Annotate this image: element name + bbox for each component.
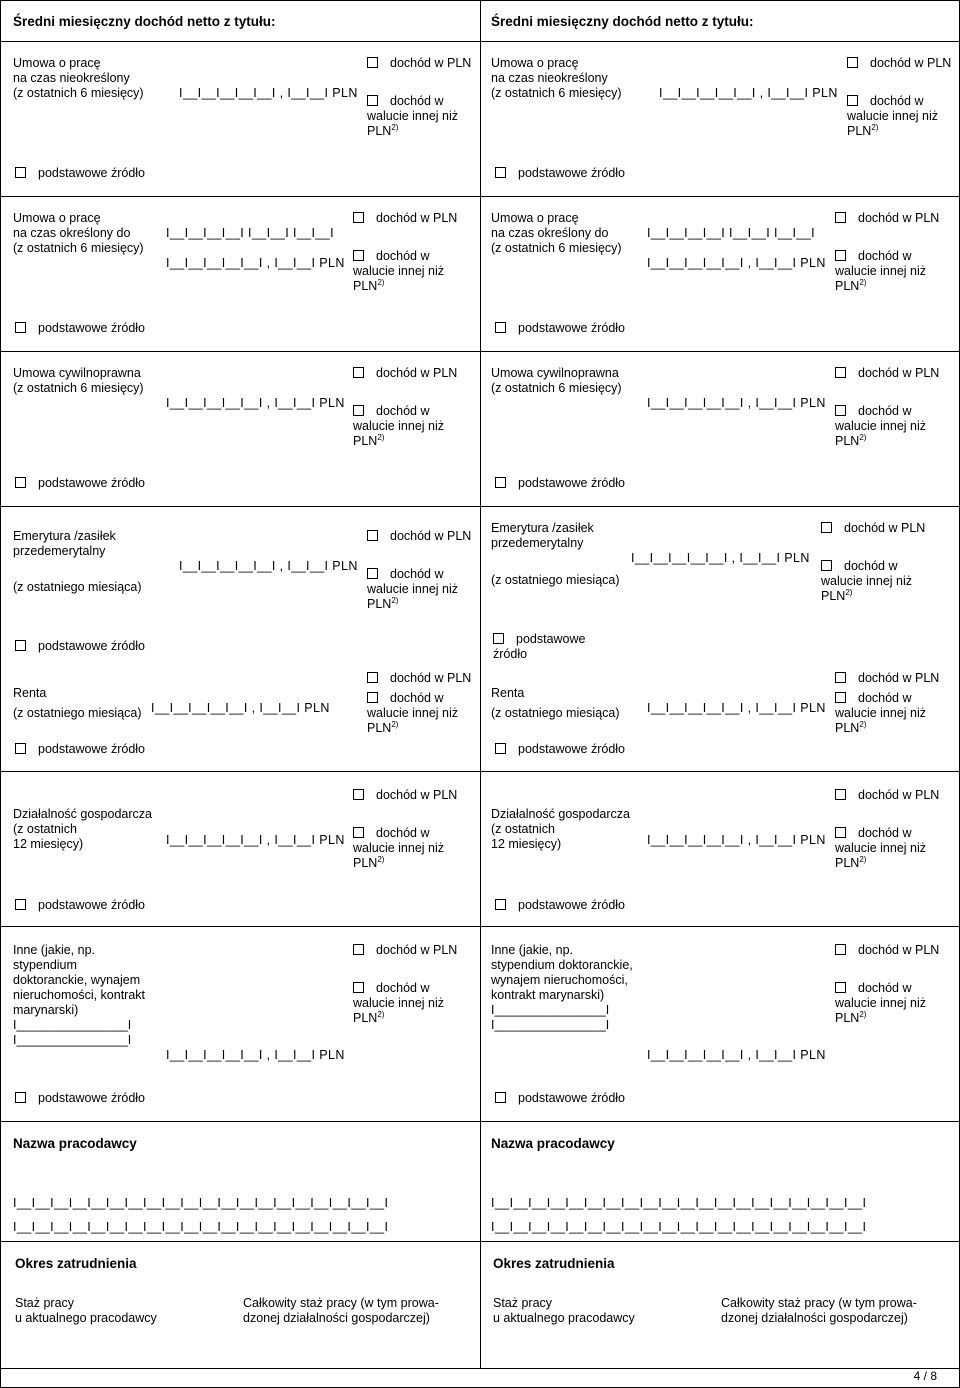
- currency-option-other-text: PLN$^{2)}$: [353, 1010, 385, 1025]
- checkbox[interactable]: [353, 405, 364, 416]
- primary-source-option[interactable]: podstawowe źródło: [15, 166, 145, 181]
- employment-period-label: Okres zatrudnienia: [493, 1256, 615, 1271]
- column-divider: [480, 1, 481, 1368]
- checkbox[interactable]: [367, 568, 378, 579]
- currency-option-other-text: PLN$^{2)}$: [353, 433, 385, 448]
- currency-option-pln[interactable]: dochód w PLN: [367, 56, 471, 71]
- seniority-total-label: Całkowity staż pracy (w tym prowa- dzonej działalności gospodarczej): [243, 1296, 439, 1325]
- amount-field[interactable]: I__I__I__I__I__I , I__I__I PLN: [166, 1048, 345, 1062]
- currency-option-other[interactable]: dochód w: [821, 559, 898, 574]
- checkbox[interactable]: [495, 1092, 506, 1103]
- primary-source-option[interactable]: podstawowe źródło: [495, 166, 625, 181]
- checkbox[interactable]: [15, 477, 26, 488]
- currency-option-other[interactable]: dochód w: [835, 249, 912, 264]
- currency-option-other-text: walucie innej niż: [353, 841, 445, 855]
- currency-option-other-text: PLN$^{2)}$: [835, 433, 867, 448]
- currency-option-other-text: walucie innej niż: [835, 996, 927, 1010]
- amount-field[interactable]: I__I__I__I__I__I , I__I__I PLN: [647, 1048, 826, 1062]
- page-number: 4 / 8: [913, 1369, 937, 1383]
- checkbox[interactable]: [835, 789, 846, 800]
- date-field[interactable]: I__I__I__I__I I__I__I I__I__I: [647, 226, 815, 240]
- divider: [1, 351, 960, 352]
- divider: [1, 1121, 960, 1122]
- currency-option-pln[interactable]: dochód w PLN: [353, 943, 457, 958]
- employer-name-field[interactable]: I__I__I__I__I__I__I__I__I__I__I__I__I__I__I__I__I__I__I__I__I: [491, 1196, 867, 1210]
- employment-period-label: Okres zatrudnienia: [15, 1256, 137, 1271]
- currency-option-other-text: walucie innej niż: [353, 996, 445, 1010]
- checkbox[interactable]: [835, 212, 846, 223]
- amount-field[interactable]: I__I__I__I__I__I , I__I__I PLN: [179, 86, 358, 100]
- checkbox[interactable]: [835, 250, 846, 261]
- checkbox[interactable]: [353, 789, 364, 800]
- other-description-field[interactable]: I________________I: [491, 1018, 610, 1032]
- checkbox[interactable]: [15, 743, 26, 754]
- currency-option-pln[interactable]: dochód w PLN: [835, 671, 939, 686]
- income-type-label: Umowa o pracę na czas nieokreślony (z ostatnich 6 miesięcy): [13, 56, 144, 100]
- primary-source-option[interactable]: podstawowe źródło: [15, 1091, 145, 1106]
- currency-option-other-text: walucie innej niż: [835, 419, 927, 433]
- primary-source-option[interactable]: podstawowe źródło: [495, 742, 625, 757]
- currency-option-other[interactable]: dochód w: [847, 94, 924, 109]
- primary-source-option-text: źródło: [493, 647, 528, 661]
- amount-field[interactable]: I__I__I__I__I__I , I__I__I PLN: [179, 559, 358, 573]
- divider: [1, 926, 960, 927]
- section-title-left: Średni miesięczny dochód netto z tytułu:: [13, 14, 276, 29]
- amount-field[interactable]: I__I__I__I__I__I , I__I__I PLN: [647, 833, 826, 847]
- checkbox[interactable]: [15, 1092, 26, 1103]
- divider: [1, 196, 960, 197]
- currency-option-other-text: walucie innej niż: [835, 706, 927, 720]
- currency-option-pln[interactable]: dochód w PLN: [835, 943, 939, 958]
- currency-option-other[interactable]: dochód w: [367, 567, 444, 582]
- currency-option-other-text: walucie innej niż: [353, 264, 445, 278]
- currency-option-other-text: walucie innej niż: [353, 419, 445, 433]
- income-type-label: Inne (jakie, np. stypendium doktoranckie, wynajem nieruchomości, kontrakt marynarski) I________________I I________________I: [13, 943, 146, 1047]
- checkbox[interactable]: [493, 633, 504, 644]
- currency-option-other[interactable]: dochód w: [835, 404, 912, 419]
- other-description-field[interactable]: I________________I: [491, 1003, 610, 1017]
- amount-field[interactable]: I__I__I__I__I__I , I__I__I PLN: [659, 86, 838, 100]
- amount-field[interactable]: I__I__I__I__I__I , I__I__I PLN: [151, 701, 330, 715]
- amount-field[interactable]: I__I__I__I__I__I , I__I__I PLN: [647, 256, 826, 270]
- currency-option-other-text: PLN$^{2)}$: [367, 596, 399, 611]
- employer-name-label: Nazwa pracodawcy: [491, 1136, 615, 1151]
- amount-field[interactable]: I__I__I__I__I__I , I__I__I PLN: [166, 396, 345, 410]
- currency-option-other-text: PLN$^{2)}$: [835, 720, 867, 735]
- checkbox[interactable]: [367, 95, 378, 106]
- checkbox[interactable]: [367, 57, 378, 68]
- income-period-label: (z ostatniego miesiąca): [491, 706, 620, 720]
- amount-field[interactable]: I__I__I__I__I__I , I__I__I PLN: [631, 551, 810, 565]
- checkbox[interactable]: [835, 405, 846, 416]
- currency-option-other-text: walucie innej niż: [835, 264, 927, 278]
- currency-option-pln[interactable]: dochód w PLN: [353, 366, 457, 381]
- income-type-label: Umowa cywilnoprawna (z ostatnich 6 miesięcy): [491, 366, 622, 395]
- primary-source-option[interactable]: podstawowe źródło: [495, 1091, 625, 1106]
- checkbox[interactable]: [353, 367, 364, 378]
- date-field[interactable]: I__I__I__I__I I__I__I I__I__I: [166, 226, 334, 240]
- currency-option-other[interactable]: dochód w: [353, 249, 430, 264]
- checkbox[interactable]: [847, 95, 858, 106]
- income-type-label: Inne (jakie, np. stypendium doktoranckie, wynajem nieruchomości, kontrakt marynarski) I________________I I________________I: [491, 943, 633, 1032]
- seniority-total-label: Całkowity staż pracy (w tym prowa- dzonej działalności gospodarczej): [721, 1296, 917, 1325]
- currency-option-pln[interactable]: dochód w PLN: [835, 366, 939, 381]
- section-title-right: Średni miesięczny dochód netto z tytułu:: [491, 14, 754, 29]
- income-type-label: Renta: [13, 686, 47, 700]
- income-type-label: Działalność gospodarcza (z ostatnich 12 miesięcy): [491, 807, 630, 851]
- currency-option-pln[interactable]: dochód w PLN: [353, 211, 457, 226]
- checkbox[interactable]: [353, 982, 364, 993]
- checkbox[interactable]: [835, 982, 846, 993]
- currency-option-other-text: PLN$^{2)}$: [821, 588, 853, 603]
- currency-option-other-text: PLN$^{2)}$: [353, 278, 385, 293]
- amount-field[interactable]: I__I__I__I__I__I , I__I__I PLN: [166, 833, 345, 847]
- currency-option-other[interactable]: dochód w: [353, 981, 430, 996]
- checkbox[interactable]: [15, 640, 26, 651]
- income-type-label: Renta: [491, 686, 525, 700]
- amount-field[interactable]: I__I__I__I__I__I , I__I__I PLN: [647, 396, 826, 410]
- currency-option-pln[interactable]: dochód w PLN: [367, 529, 471, 544]
- income-period-label: (z ostatniego miesiąca): [13, 580, 142, 594]
- currency-option-other[interactable]: dochód w: [367, 691, 444, 706]
- other-description-field[interactable]: I________________I: [13, 1033, 132, 1047]
- currency-option-other-text: PLN$^{2)}$: [353, 855, 385, 870]
- income-type-label: Emerytura /zasiłek przedemerytalny: [13, 529, 116, 558]
- divider: [1, 1241, 960, 1242]
- currency-option-pln[interactable]: dochód w PLN: [367, 671, 471, 686]
- currency-option-other-text: walucie innej niż: [835, 841, 927, 855]
- other-description-field[interactable]: I________________I: [13, 1018, 132, 1032]
- income-type-label: Emerytura /zasiłek przedemerytalny: [491, 521, 594, 550]
- checkbox[interactable]: [353, 250, 364, 261]
- income-type-label: Umowa o pracę na czas nieokreślony (z ostatnich 6 miesięcy): [491, 56, 622, 100]
- currency-option-other-text: walucie innej niż: [367, 109, 459, 123]
- checkbox[interactable]: [835, 827, 846, 838]
- seniority-current-label: Staż pracy u aktualnego pracodawcy: [493, 1296, 635, 1325]
- primary-source-option[interactable]: podstawowe źródło: [495, 476, 625, 491]
- checkbox[interactable]: [821, 522, 832, 533]
- primary-source-option[interactable]: podstawowe źródło: [15, 898, 145, 913]
- checkbox[interactable]: [15, 899, 26, 910]
- checkbox[interactable]: [835, 367, 846, 378]
- checkbox[interactable]: [353, 944, 364, 955]
- currency-option-other-text: PLN$^{2)}$: [835, 1010, 867, 1025]
- currency-option-other-text: walucie innej niż: [847, 109, 939, 123]
- currency-option-other-text: walucie innej niż: [821, 574, 913, 588]
- checkbox[interactable]: [367, 692, 378, 703]
- primary-source-option[interactable]: podstawowe źródło: [15, 639, 145, 654]
- checkbox[interactable]: [15, 322, 26, 333]
- seniority-current-label: Staż pracy u aktualnego pracodawcy: [15, 1296, 157, 1325]
- employer-name-label: Nazwa pracodawcy: [13, 1136, 137, 1151]
- divider: [1, 506, 960, 507]
- employer-name-field[interactable]: I__I__I__I__I__I__I__I__I__I__I__I__I__I__I__I__I__I__I__I__I: [13, 1196, 389, 1210]
- primary-source-option[interactable]: podstawowe źródło: [15, 321, 145, 336]
- currency-option-pln[interactable]: dochód w PLN: [353, 788, 457, 803]
- income-type-label: Umowa o pracę na czas określony do (z ostatnich 6 miesięcy): [13, 211, 144, 255]
- checkbox[interactable]: [495, 743, 506, 754]
- currency-option-pln[interactable]: dochód w PLN: [847, 56, 951, 71]
- currency-option-other-text: walucie innej niż: [367, 582, 459, 596]
- divider: [1, 41, 960, 42]
- primary-source-option[interactable]: podstawowe źródło: [495, 898, 625, 913]
- currency-option-pln[interactable]: dochód w PLN: [821, 521, 925, 536]
- income-type-label: Umowa cywilnoprawna (z ostatnich 6 miesięcy): [13, 366, 144, 395]
- currency-option-other[interactable]: dochód w: [353, 404, 430, 419]
- divider: [1, 1368, 960, 1369]
- primary-source-option[interactable]: podstawowe źródło: [15, 742, 145, 757]
- primary-source-option[interactable]: podstawowe źródło: [495, 321, 625, 336]
- checkbox[interactable]: [821, 560, 832, 571]
- currency-option-other[interactable]: dochód w: [367, 94, 444, 109]
- currency-option-other[interactable]: dochód w: [835, 691, 912, 706]
- checkbox[interactable]: [495, 322, 506, 333]
- currency-option-other-text: PLN$^{2)}$: [367, 123, 399, 138]
- amount-field[interactable]: I__I__I__I__I__I , I__I__I PLN: [166, 256, 345, 270]
- income-period-label: (z ostatniego miesiąca): [491, 573, 620, 587]
- currency-option-other-text: PLN$^{2)}$: [835, 278, 867, 293]
- currency-option-other[interactable]: dochód w: [835, 826, 912, 841]
- checkbox[interactable]: [353, 827, 364, 838]
- checkbox[interactable]: [353, 212, 364, 223]
- checkbox[interactable]: [367, 530, 378, 541]
- checkbox[interactable]: [367, 672, 378, 683]
- income-type-label: Działalność gospodarcza (z ostatnich 12 miesięcy): [13, 807, 152, 851]
- checkbox[interactable]: [835, 944, 846, 955]
- checkbox[interactable]: [835, 692, 846, 703]
- checkbox[interactable]: [495, 167, 506, 178]
- currency-option-other-text: PLN$^{2)}$: [835, 855, 867, 870]
- checkbox[interactable]: [15, 167, 26, 178]
- currency-option-other[interactable]: dochód w: [835, 981, 912, 996]
- currency-option-other[interactable]: dochód w: [353, 826, 430, 841]
- checkbox[interactable]: [495, 899, 506, 910]
- divider: [1, 771, 960, 772]
- checkbox[interactable]: [847, 57, 858, 68]
- employer-name-field[interactable]: I__I__I__I__I__I__I__I__I__I__I__I__I__I__I__I__I__I__I__I__I: [491, 1220, 867, 1234]
- primary-source-option[interactable]: podstawowe: [493, 632, 586, 647]
- checkbox[interactable]: [495, 477, 506, 488]
- income-period-label: (z ostatniego miesiąca): [13, 706, 142, 720]
- amount-field[interactable]: I__I__I__I__I__I , I__I__I PLN: [647, 701, 826, 715]
- primary-source-option[interactable]: podstawowe źródło: [15, 476, 145, 491]
- checkbox[interactable]: [835, 672, 846, 683]
- currency-option-other-text: PLN$^{2)}$: [367, 720, 399, 735]
- currency-option-pln[interactable]: dochód w PLN: [835, 788, 939, 803]
- income-type-label: Umowa o pracę na czas określony do (z ostatnich 6 miesięcy): [491, 211, 622, 255]
- employer-name-field[interactable]: I__I__I__I__I__I__I__I__I__I__I__I__I__I__I__I__I__I__I__I__I: [13, 1220, 389, 1234]
- currency-option-other-text: walucie innej niż: [367, 706, 459, 720]
- currency-option-pln[interactable]: dochód w PLN: [835, 211, 939, 226]
- currency-option-other-text: PLN$^{2)}$: [847, 123, 879, 138]
